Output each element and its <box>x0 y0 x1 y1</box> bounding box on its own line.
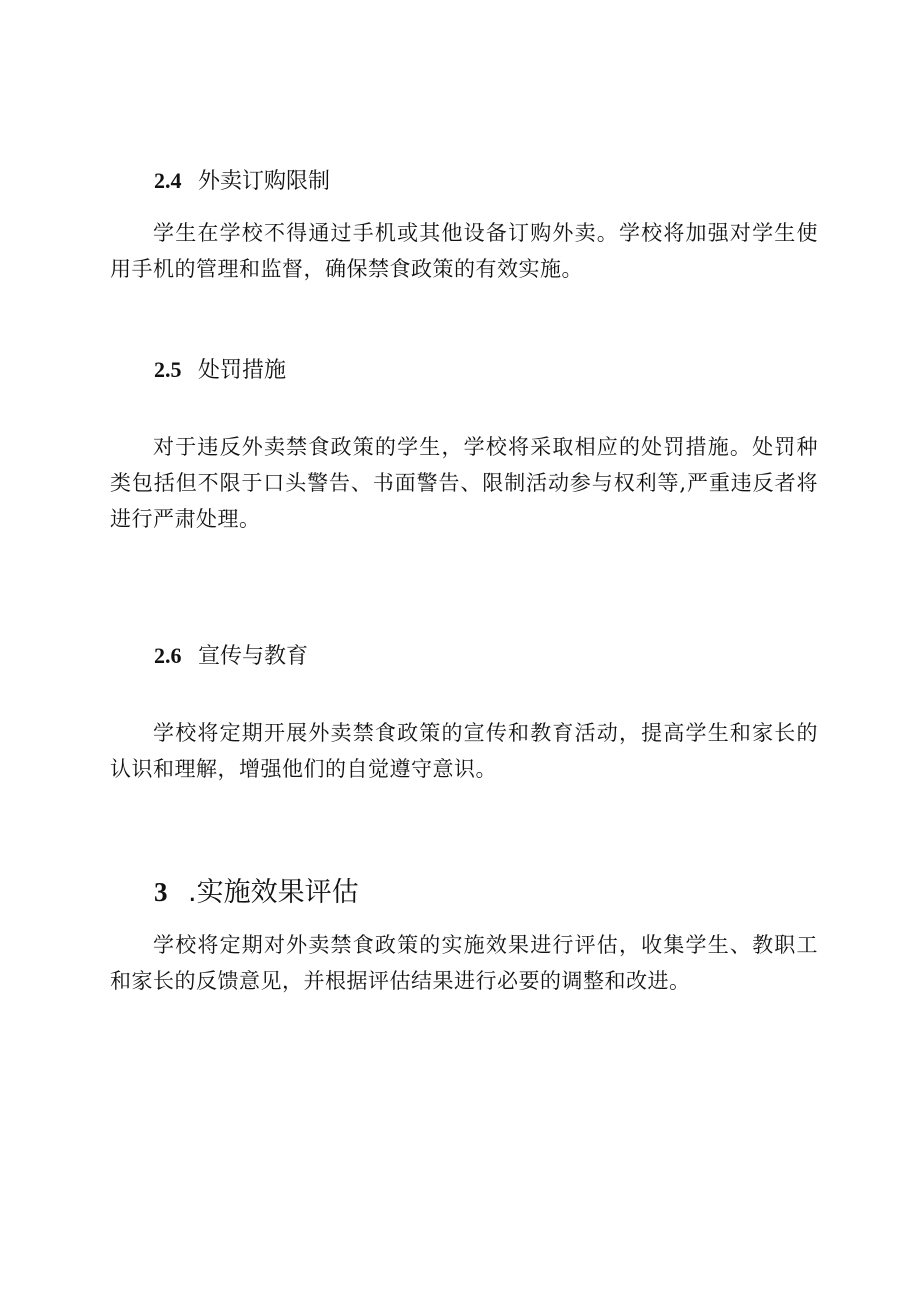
section-paragraph-3: 学校将定期对外卖禁食政策的实施效果进行评估，收集学生、教职工和家长的反馈意见，并根据评估结果进行必要的调整和改进。 <box>110 933 818 993</box>
section-paragraph-2-6: 学校将定期开展外卖禁食政策的宣传和教育活动，提高学生和家长的认识和理解，增强他们的自觉遵守意识。 <box>110 721 818 781</box>
section-number: 2.6 <box>154 643 182 668</box>
section-number: 3 <box>154 877 168 907</box>
section-title: 宣传与教育 <box>198 644 309 669</box>
section-heading-2-4 <box>154 166 330 197</box>
section-title: 处罚措施 <box>198 358 287 383</box>
section-heading-2-5 <box>154 355 286 386</box>
section-number: 2.5 <box>154 357 182 382</box>
section-paragraph-2-4: 学生在学校不得通过手机或其他设备订购外卖。学校将加强对学生使用手机的管理和监督，确保禁食政策的有效实施。 <box>110 221 818 281</box>
section-heading-3 <box>154 874 359 911</box>
section-title: .实施效果评估 <box>188 877 359 908</box>
section-heading-2-6 <box>154 641 308 672</box>
section-title: 外卖订购限制 <box>198 169 331 194</box>
section-number: 2.4 <box>154 168 182 193</box>
section-paragraph-2-5: 对于违反外卖禁食政策的学生，学校将采取相应的处罚措施。处罚种类包括但不限于口头警告、书面警告、限制活动参与权利等,严重违反者将进行严肃处理。 <box>110 435 818 531</box>
